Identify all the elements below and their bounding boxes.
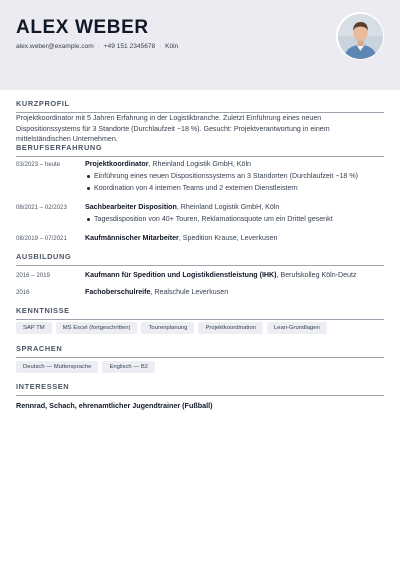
list-item: Koordination von 4 internen Teams und 2 externen Dienstleistern — [85, 183, 385, 195]
experience-heading — [85, 160, 385, 168]
interests-text: Rennrad, Schach, ehrenamtlicher Jugendtrainer (Fußball) — [16, 401, 213, 410]
experience-date: 08/2019 – 07/2021 — [16, 235, 67, 242]
section-title-skills: KENNTNISSE — [16, 306, 384, 320]
email-text: alex.weber@example.com — [16, 43, 94, 50]
section-title-education: AUSBILDUNG — [16, 252, 384, 266]
section-title-languages: SPRACHEN — [16, 344, 384, 358]
section-title-interests: INTERESSEN — [16, 382, 384, 396]
avatar — [336, 12, 384, 60]
skills-list — [16, 322, 384, 334]
profile-photo-icon — [338, 14, 383, 59]
experience-date: 08/2021 – 02/2023 — [16, 204, 67, 211]
section-title-experience: BERUFSERFAHRUNG — [16, 143, 384, 157]
cv-header — [0, 0, 400, 90]
education-heading — [85, 271, 385, 279]
job-title: Projektkoordinator — [85, 160, 149, 168]
institution: , Berufskolleg Köln-Deutz — [276, 271, 357, 279]
degree-title: Kaufmann für Spedition und Logistikdienstleistung (IHK) — [85, 271, 277, 279]
education-date: 2016 — [16, 289, 30, 296]
language-tag: Deutsch — Muttersprache — [16, 361, 98, 373]
list-item: Einführung eines neuen Dispositionssystems an 3 Standorten (Durchlaufzeit −18 %) — [85, 171, 385, 183]
experience-heading — [85, 203, 385, 211]
skill-tag: Tourenplanung — [141, 322, 194, 334]
location-text: Köln — [165, 43, 179, 50]
experience-bullets — [85, 171, 385, 194]
employer: , Rheinland Logistik GmbH, Köln — [176, 203, 280, 211]
job-title: Sachbearbeiter Disposition — [85, 203, 177, 211]
experience-heading — [85, 234, 385, 242]
degree-title: Fachoberschulreife — [85, 288, 151, 296]
languages-list — [16, 361, 384, 373]
experience-bullets — [85, 214, 385, 226]
skill-tag: Projektkoordination — [198, 322, 262, 334]
list-item: Tagesdisposition von 40+ Touren, Reklamationsquote um ein Drittel gesenkt — [85, 214, 385, 226]
institution: , Realschule Leverkusen — [150, 288, 229, 296]
phone-text: +49 151 2345678 — [103, 43, 156, 50]
skill-tag: MS Excel (fortgeschritten) — [56, 322, 138, 334]
separator: · — [97, 43, 100, 50]
profile-summary: Projektkoordinator mit 5 Jahren Erfahrung in der Logistikbranche. Zuletzt Einführung eines neuen Dispositionssystems für 3 Standorte (Durchlaufzeit −18 %). Gesucht: Projektverantwortung in einem mittelständischen Unternehmen. — [16, 114, 330, 143]
employer: , Rheinland Logistik GmbH, Köln — [148, 160, 251, 168]
separator: · — [159, 43, 162, 50]
contact-line — [16, 43, 178, 50]
section-title-profile: KURZPROFIL — [16, 99, 384, 113]
experience-date: 03/2023 – heute — [16, 161, 61, 168]
education-heading — [85, 288, 385, 296]
job-title: Kaufmännischer Mitarbeiter — [85, 234, 179, 242]
person-name: ALEX WEBER — [16, 17, 149, 38]
language-tag: Englisch — B2 — [102, 361, 155, 373]
skill-tag: Lean-Grundlagen — [267, 322, 327, 334]
education-date: 2016 – 2019 — [16, 272, 50, 279]
skill-tag: SAP TM — [16, 322, 52, 334]
employer: , Spedition Krause, Leverkusen — [178, 234, 278, 242]
